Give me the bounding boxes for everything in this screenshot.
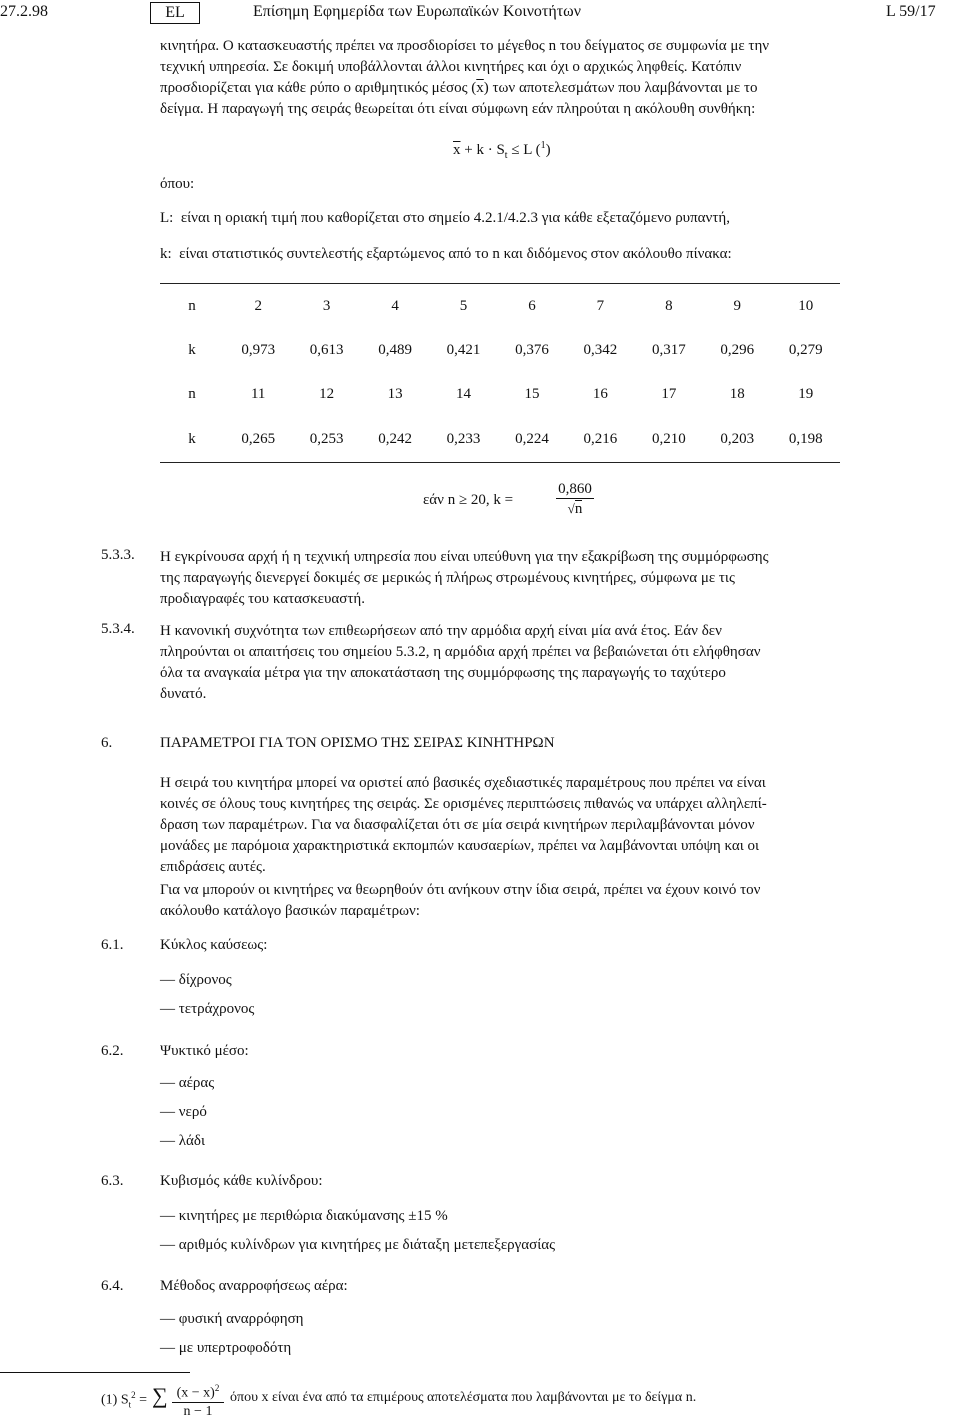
page-header (0, 0, 960, 26)
section-6-2-number: 6.2. (101, 1043, 124, 1059)
section-6-paragraph-2: Για να μπορούν οι κινητήρες να θεωρηθούν ότι ανήκουν στην ίδια σειρά, πρέπει να έχουν κοινό τον ακόλουθο κατάλογο βασικών παραμέτρων: (160, 882, 761, 919)
table-cell: 4 (391, 297, 399, 314)
table-cell: 15 (524, 385, 540, 402)
section-5-3-3-number: 5.3.3. (101, 547, 135, 563)
table-cell: 0,296 (720, 341, 755, 358)
table-cell: n (188, 297, 196, 314)
table-cell: 0,613 (309, 341, 344, 358)
header-date: 27.2.98 (0, 3, 48, 20)
table-cell: 13 (387, 385, 403, 402)
page-number: L 59/17 (886, 3, 936, 20)
list-item: — αριθμός κυλίνδρων για κινητήρες με διάταξη μετεπεξεργασίας (160, 1237, 556, 1253)
list-item: — κινητήρες με περιθώρια διακύμανσης ±15 % (160, 1208, 448, 1224)
sigma-symbol: ∑ (152, 1383, 168, 1408)
k-large-n-fraction: 0,860 √n (556, 480, 594, 519)
section-6-2-title: Ψυκτικό μέσο: (160, 1043, 249, 1059)
table-cell: 8 (665, 297, 673, 314)
table-row (160, 284, 840, 329)
section-5-3-3-text: Η εγκρίνουσα αρχή ή η τεχνική υπηρεσία που είναι υπεύθυνη για την εξακρίβωση της συμμόρφωσης της παραγωγής διενεργεί δοκιμές σε μερικώς ή πλήρως στρωμένους κινητήρες, σύμφωνα με τις προδιαγραφές του κατασκευαστή. (160, 549, 769, 607)
list-item: — δίχρονος (160, 972, 232, 988)
section-6-1-title: Κύκλος καύσεως: (160, 937, 268, 953)
intro-paragraph: κινητήρα. Ο κατασκευαστής πρέπει να προσδιορίσει το μέγεθος n του δείγματος σε συμφωνία με την τεχνική υπηρεσία. Σε δοκιμή υποβάλλονται άλλοι κινητήρες και όχι ο αρχικώς ληφθείς. Κατόπιν προσδιορίζεται για κάθε ρύπο ο αριθμητικός μέσος $(\overline{x})$ των αποτελεσμάτων που λαμβάνονται με το δείγμα. Η παραγωγή της σειράς θεωρείται ότι είναι σύμφωνη εάν πληρούται η ακόλουθη συνθήκη: (160, 38, 770, 117)
table-cell: 19 (798, 385, 814, 402)
table-cell: 0,198 (788, 430, 823, 447)
table-row (160, 416, 840, 463)
table-cell: 0,973 (241, 341, 276, 358)
table-cell: 0,265 (241, 430, 276, 447)
table-cell: 0,376 (515, 341, 549, 358)
footnote-text: όπου x είναι ένα από τα επιμέρους αποτελέσματα που λαμβάνονται με το δείγμα n. (230, 1390, 697, 1405)
table-cell: 0,216 (583, 430, 618, 447)
footnote-separator (0, 1372, 190, 1373)
table-cell: 12 (319, 385, 335, 402)
list-item: — αέρας (160, 1075, 215, 1091)
table-cell: 0,203 (720, 430, 755, 447)
table-row (160, 328, 840, 372)
table-row (160, 372, 840, 416)
table-cell: 6 (528, 297, 536, 314)
table-cell: 16 (592, 385, 608, 402)
section-6-paragraph-1: Η σειρά του κινητήρα μπορεί να οριστεί από βασικές σχεδιαστικές παραμέτρους που πρέπει να είναι κοινές σε όλους τους κινητήρες της σειράς. Σε ορισμένες περιπτώσεις πιθανώς να υπάρχει αλληλεπί- δραση των παραμέτρων. Για να διασφαλίζεται ότι σε μία σειρά κινητήρων περιλαμβάνονται μόνον μονάδες με παρόμοια χαρακτηριστικά εκπομπών καυσαερίων, πρέπει να λαμβάνονται υπόψη και οι επιδράσεις αυτές. (160, 775, 767, 875)
def-k: k: είναι στατιστικός συντελεστής εξαρτώμενος από το n και διδόμενος στον ακόλουθο πίνακα: (160, 246, 732, 262)
def-L: L: είναι η οριακή τιμή που καθορίζεται στο σημείο 4.2.1/4.2.3 για κάθε εξεταζόμενο ρυπαντή, (160, 210, 730, 226)
table-cell: 9 (733, 297, 742, 314)
section-5-3-4-text: Η κανονική συχνότητα των επιθεωρήσεων από την αρμόδια αρχή είναι μία ανά έτος. Εάν δεν πληρούνται οι απαιτήσεις του σημείου 5.3.2, η αρμόδια αρχή πρέπει να βεβαιώνεται ότι ελήφθησαν όλα τα αναγκαία μέτρα για την αποκατάσταση της συμμόρφωσης της παραγωγής το ταχύτερο δυνατό. (160, 623, 761, 702)
section-6-number: 6. (101, 735, 113, 751)
table-cell: 0,224 (515, 430, 549, 447)
table-cell: 7 (596, 297, 605, 314)
table-cell: 0,242 (378, 430, 412, 447)
table-cell: n (188, 385, 196, 402)
list-item: — φυσική αναρρόφηση (160, 1311, 304, 1327)
where-label: όπου: (160, 176, 195, 192)
table-cell: 0,421 (446, 341, 481, 358)
footnote-mark: (1) $S_t^2$ = (101, 1390, 148, 1410)
section-6-3-title: Κυβισμός κάθε κυλίνδρου: (160, 1173, 323, 1189)
table-cell: 11 (250, 385, 266, 402)
language-box: EL (150, 2, 200, 24)
table-cell: 3 (322, 297, 331, 314)
list-item: — λάδι (160, 1133, 205, 1149)
table-cell: k (188, 341, 196, 358)
footnote-fraction: $(x - x)^2$ n − 1 (172, 1380, 224, 1420)
section-6-4-title: Μέθοδος αναρροφήσεως αέρα: (160, 1278, 348, 1294)
list-item: — νερό (160, 1104, 207, 1120)
table-cell: 18 (729, 385, 745, 402)
section-6-title: ΠΑΡΑΜΕΤΡΟΙ ΓΙΑ ΤΟΝ ΟΡΙΣΜΟ ΤΗΣ ΣΕΙΡΑΣ ΚΙΝΗΤΗΡΩΝ (160, 735, 555, 751)
table-cell: 0,489 (378, 341, 412, 358)
conformity-formula: $\overline{x} + k \cdot S_t \le L$ ($^1$) (453, 140, 551, 161)
table-cell: 0,233 (446, 430, 481, 447)
table-cell: 2 (254, 297, 262, 314)
table-cell: 5 (459, 297, 468, 314)
table-cell: 0,342 (583, 341, 618, 358)
table-cell: 0,210 (651, 430, 686, 447)
list-item: — με υπερτροφοδότη (160, 1340, 292, 1356)
journal-title: Επίσημη Εφημερίδα των Ευρωπαϊκών Κοινοτήτων (253, 3, 581, 20)
section-5-3-4-number: 5.3.4. (101, 621, 135, 637)
list-item: — τετράχρονος (160, 1001, 255, 1017)
section-6-1-number: 6.1. (101, 937, 124, 953)
section-6-3-number: 6.3. (101, 1173, 124, 1189)
table-cell: 0,253 (309, 430, 344, 447)
table-cell: k (188, 430, 196, 447)
k-large-n-condition: εάν n ≥ 20, k = (423, 492, 514, 508)
section-6-4-number: 6.4. (101, 1278, 124, 1294)
table-cell: 17 (661, 385, 677, 402)
table-cell: 14 (456, 385, 472, 402)
table-cell: 10 (798, 297, 814, 314)
k-coefficient-table (160, 283, 840, 463)
table-cell: 0,317 (651, 341, 686, 358)
table-cell: 0,279 (788, 341, 823, 358)
